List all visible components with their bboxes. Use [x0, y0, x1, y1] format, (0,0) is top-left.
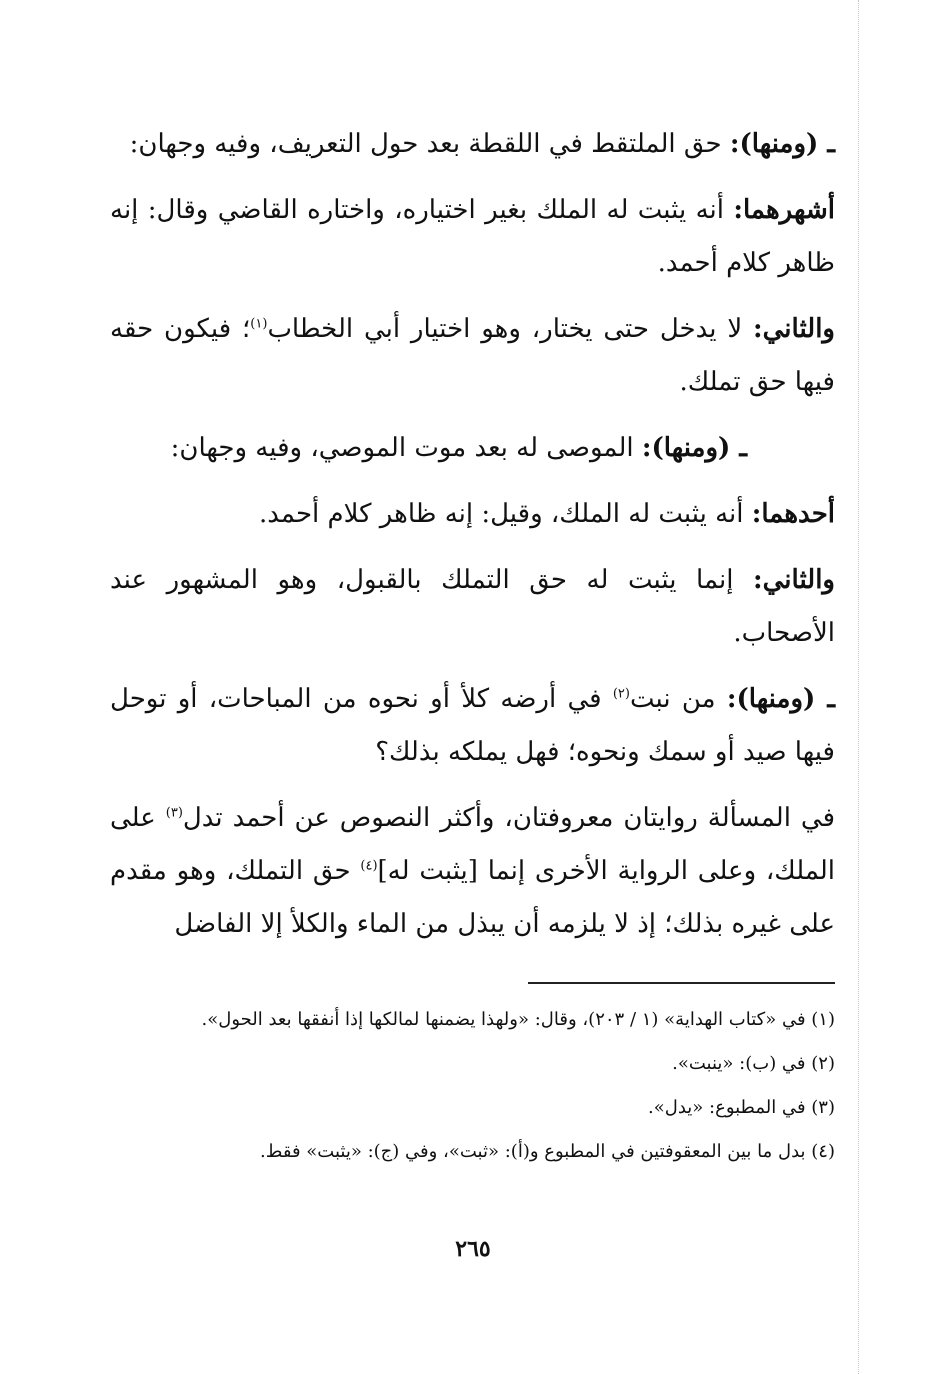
paragraph-2: [110, 184, 835, 290]
page-number: ٢٦٥: [455, 1236, 491, 1262]
paragraph-text: في المسألة روايتان معروفتان، وأكثر النصوص عن أحمد تدل: [182, 803, 835, 833]
paragraph-text: أنه يثبت له الملك بغير اختياره، واختاره القاضي وقال: إنه ظاهر كلام أحمد.: [110, 195, 835, 278]
paragraph-lead: ـ (ومنها):: [729, 129, 835, 159]
paragraph-lead: والثاني:: [753, 314, 835, 344]
paragraph-8: [110, 792, 835, 951]
paragraph-4: [110, 422, 835, 475]
paragraph-text: من نبت: [629, 684, 727, 714]
footnote-2: (٢) في (ب): «ينبت».: [672, 1053, 835, 1074]
paragraph-5: [110, 488, 835, 541]
footnote-ref[interactable]: (٣): [165, 805, 183, 821]
footnote-separator: [528, 982, 835, 984]
paragraph-text: الموصى له بعد موت الموصي، وفيه وجهان:: [170, 433, 642, 463]
paragraph-lead: أحدهما:: [751, 499, 835, 529]
paragraph-text-cont: ؛ فيكون حقه فيها حق تملك.: [110, 314, 835, 397]
footnote-ref[interactable]: (٢): [612, 686, 630, 702]
paragraph-text: حق الملتقط في اللقطة بعد حول التعريف، وفيه وجهان:: [129, 129, 730, 159]
footnote-3: (٣) في المطبوع: «يدل».: [648, 1097, 835, 1118]
paragraph-lead: والثاني:: [753, 565, 835, 595]
paragraph-3: [110, 303, 835, 409]
paragraph-text: لا يدخل حتى يختار، وهو اختيار أبي الخطاب: [267, 314, 754, 344]
footnotes: [110, 1000, 835, 1176]
footnote-1: (١) في «كتاب الهداية» (١ / ٢٠٣)، وقال: «ولهذا يضمنها لمالكها إذا أنفقها بعد الحول».: [201, 1009, 835, 1030]
footnote-ref[interactable]: (٤): [360, 858, 378, 874]
paragraph-text: إنما يثبت له حق التملك بالقبول، وهو المشهور عند الأصحاب.: [110, 565, 835, 648]
paragraph-1: [110, 118, 835, 171]
main-text: [110, 118, 835, 964]
page-edge-line: [858, 0, 859, 1374]
paragraph-text-cont: في أرضه كلأ أو نحوه من المباحات، أو توحل فيها صيد أو سمك ونحوه؛ فهل يملكه بذلك؟: [110, 684, 835, 767]
paragraph-7: [110, 673, 835, 779]
footnote-4: (٤) بدل ما بين المعقوفتين في المطبوع و(أ): «ثبت»، وفي (ج): «يثبت» فقط.: [260, 1141, 835, 1162]
paragraph-text-cont: على الملك، وعلى الرواية الأخرى إنما [يثبت له]: [110, 803, 836, 886]
paragraph-lead: ـ (ومنها):: [641, 433, 747, 463]
paragraph-lead: ـ (ومنها):: [726, 684, 835, 714]
paragraph-text: أنه يثبت له الملك، وقيل: إنه ظاهر كلام أحمد.: [259, 499, 752, 529]
footnote-ref[interactable]: (١): [250, 316, 268, 332]
paragraph-text-cont: حق التملك، وهو مقدم على غيره بذلك؛ إذ لا يلزمه أن يبذل من الماء والكلأ إلا الفاضل: [110, 856, 835, 939]
paragraph-lead: أشهرهما:: [733, 195, 835, 225]
paragraph-6: [110, 554, 835, 660]
